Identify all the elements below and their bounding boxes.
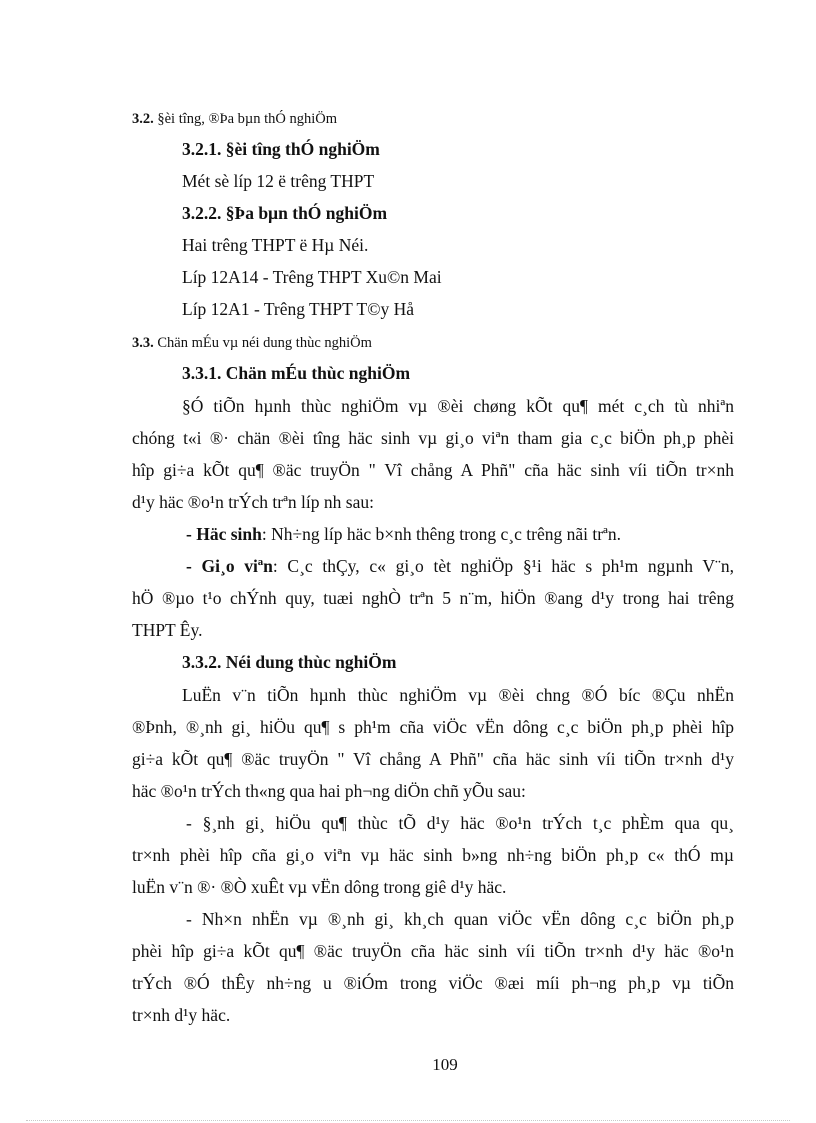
bullet-1-line: - §¸nh gi¸ hiÖu qu¶ thùc tÕ d¹y häc ®o¹n trÝch t¸c phÈm qua qu¸: [186, 813, 734, 833]
para-3-3-2-line: gi÷a kÕt qu¶ ®äc truyÖn " Vî chång A Phñ" cña häc sinh víi tiÕn tr×nh d¹y: [132, 749, 734, 769]
teachers-label: - Gi¸o viªn: [186, 556, 273, 576]
para-3-3-1-line: hîp gi÷a kÕt qu¶ ®äc truyÖn " Vî chång A Phñ" cña häc sinh víi tiÕn tr×nh: [132, 460, 734, 480]
text-3-2-1: Mét sè líp 12 ë trêng THPT: [182, 171, 375, 191]
para-3-3-1-line: chóng t«i ®· chän ®èi tîng häc sinh vµ gi¸o viªn tham gia c¸c biÖn ph¸p phèi: [132, 428, 734, 448]
para-3-3-2-line: ®Þnh, ®¸nh gi¸ hiÖu qu¶ s ph¹m cña viÖc vËn dông c¸c biÖn ph¸p phèi hîp: [132, 717, 734, 737]
para-3-3-2-line: häc ®o¹n trÝch th«ng qua hai ph¬ng diÖn chñ yÕu sau:: [132, 781, 526, 801]
bullet-2-line: phèi hîp gi÷a kÕt qu¶ ®äc truyÖn cña häc sinh víi tiÕn tr×nh d¹y häc ®o¹n: [132, 941, 734, 961]
para-3-3-1-line: §Ó tiÕn hµnh thùc nghiÖm vµ ®èi chøng kÕt qu¶ mét c¸ch tù nhiªn: [182, 396, 734, 416]
text-3-2-2-c: Líp 12A1 - Trêng THPT T©y Hå: [182, 299, 415, 319]
para-3-3-1-line: d¹y häc ®o¹n trÝch trªn líp nh sau:: [132, 492, 374, 512]
para-3-3-2-line: LuËn v¨n tiÕn hµnh thùc nghiÖm vµ ®èi chng ®Ó bíc ®Çu nhËn: [182, 685, 734, 705]
heading-3-2-1: 3.2.1. §èi tîng thÓ nghiÖm: [182, 139, 380, 159]
bullet-2-line: tr×nh d¹y häc.: [132, 1005, 231, 1025]
teachers-line: hÖ ®µo t¹o chÝnh quy, tuæi nghÒ trªn 5 n¨m, hiÖn ®ang d¹y trong hai trêng: [132, 588, 734, 608]
heading-3-3-1: 3.3.1. Chän mÉu thùc nghiÖm: [182, 363, 411, 383]
heading-3-2-number: 3.2.: [132, 111, 158, 127]
heading-3-2-text: §èi tîng, ®Þa bµn thÓ nghiÖm: [157, 111, 338, 127]
students-line: [186, 523, 621, 545]
bullet-2-line: - Nh×n nhËn vµ ®¸nh gi¸ kh¸ch quan viÖc vËn dông c¸c biÖn ph¸p: [186, 909, 734, 929]
heading-3-3-text: Chän mÉu vµ néi dung thùc nghiÖm: [157, 335, 372, 351]
text-3-2-2-a: Hai trêng THPT ë Hµ Néi.: [182, 235, 369, 255]
students-text: : Nh÷ng líp häc b×nh thêng trong c¸c trêng nãi trªn.: [261, 524, 622, 544]
heading-3-3: [132, 330, 372, 354]
bullet-1-line: tr×nh phèi hîp cña gi¸o viªn vµ häc sinh b»ng nh÷ng biÖn ph¸p c« thÓ mµ: [132, 845, 734, 865]
teachers-text: : C¸c thÇy, c« gi¸o tèt nghiÖp §¹i häc s ph¹m ngµnh V¨n,: [272, 556, 734, 576]
bullet-2-line: trÝch ®Ó thÊy nh÷ng u ®iÓm trong viÖc ®æi míi ph¬ng ph¸p vµ tiÕn: [132, 973, 734, 993]
teachers-line: THPT Êy.: [132, 620, 203, 640]
teachers-line: [186, 555, 734, 577]
students-label: - Häc sinh: [186, 524, 262, 544]
heading-3-3-number: 3.3.: [132, 335, 158, 351]
heading-3-3-2: 3.3.2. Néi dung thùc nghiÖm: [182, 652, 397, 672]
bullet-1-line: luËn v¨n ®· ®Ò xuÊt vµ vËn dông trong giê d¹y häc.: [132, 877, 507, 897]
page-number: 109: [432, 1055, 458, 1074]
text-3-2-2-b: Líp 12A14 - Trêng THPT Xu©n Mai: [182, 267, 442, 287]
heading-3-2: [132, 106, 337, 130]
page-bottom-divider: [26, 1120, 790, 1121]
heading-3-2-2: 3.2.2. §Þa bµn thÓ nghiÖm: [182, 203, 388, 223]
